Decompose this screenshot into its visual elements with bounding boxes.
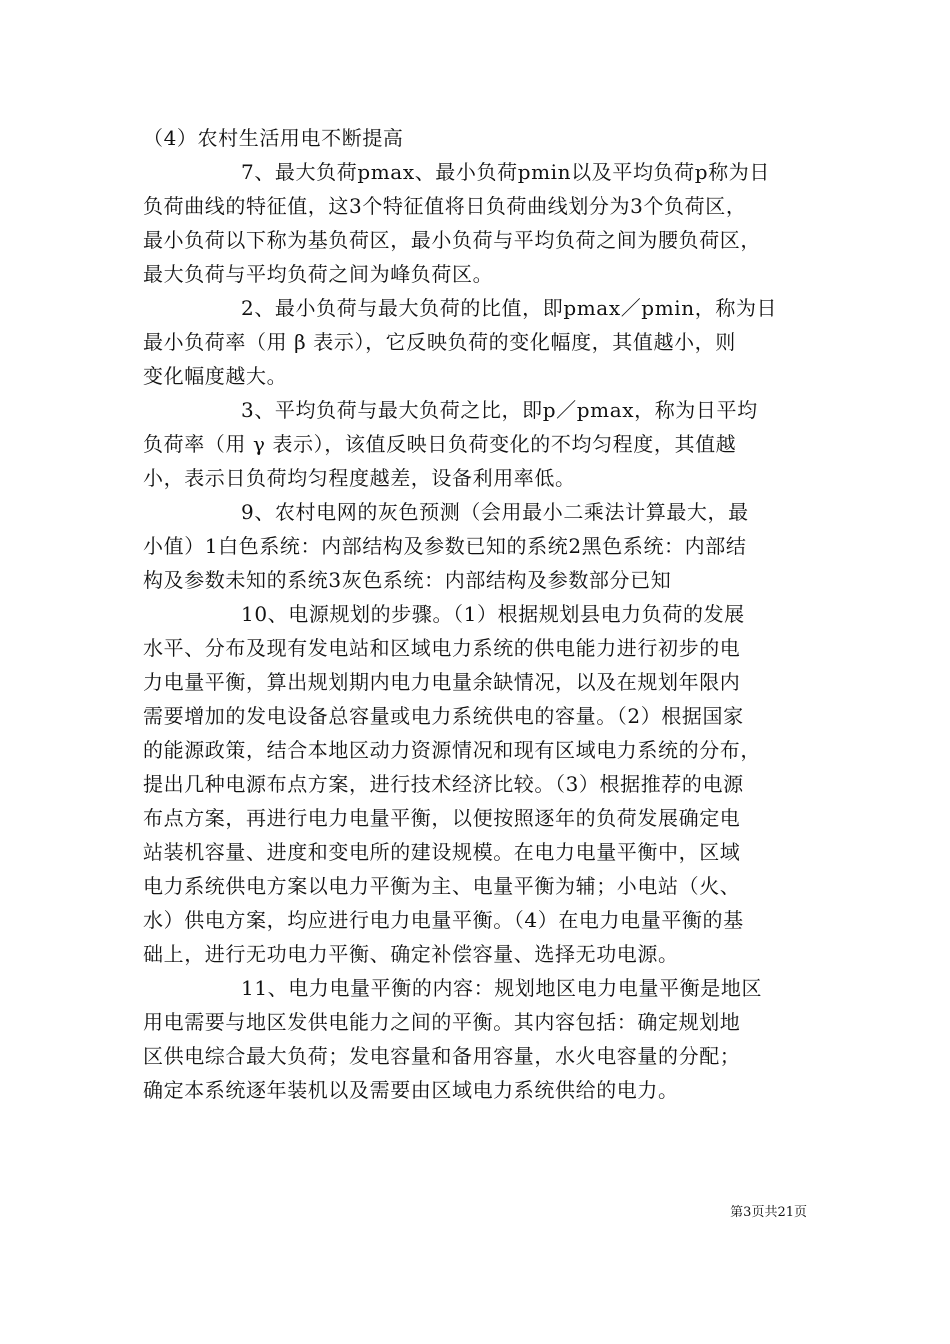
text-line: 7、最大负荷pmax、最小负荷pmin以及平均负荷p称为日 <box>241 160 770 184</box>
text-line: 2、最小负荷与最大负荷的比值，即pmax／pmin，称为日 <box>241 296 778 320</box>
text-line: 3、平均负荷与最大负荷之比，即p／pmax，称为日平均 <box>241 398 758 422</box>
text-line: 区供电综合最大负荷；发电容量和备用容量，水火电容量的分配； <box>143 1044 741 1068</box>
paragraph-grey-prediction <box>143 495 811 597</box>
text-line: 小，表示日负荷均匀程度越差，设备利用率低。 <box>143 466 576 490</box>
page-number-footer: 第3页共21页 <box>730 1205 807 1220</box>
text-line: 站装机容量、进度和变电所的建设规模。在电力电量平衡中，区域 <box>143 840 741 864</box>
paragraph-load-characteristics <box>143 155 811 291</box>
text-line: （4）农村生活用电不断提高 <box>143 126 404 150</box>
text-line: 构及参数未知的系统3灰色系统：内部结构及参数部分已知 <box>143 568 672 592</box>
paragraph-power-planning-steps <box>143 597 811 971</box>
text-line: 负荷率（用 γ 表示），该值反映日负荷变化的不均匀程度，其值越 <box>143 432 737 456</box>
text-line: 9、农村电网的灰色预测（会用最小二乘法计算最大，最 <box>241 500 749 524</box>
text-line: 小值）1白色系统：内部结构及参数已知的系统2黑色系统：内部结 <box>143 534 747 558</box>
text-line: 最大负荷与平均负荷之间为峰负荷区。 <box>143 262 494 286</box>
text-line: 需要增加的发电设备总容量或电力系统供电的容量。（2）根据国家 <box>143 704 744 728</box>
text-line: 最小负荷以下称为基负荷区，最小负荷与平均负荷之间为腰负荷区， <box>143 228 761 252</box>
text-line: 水）供电方案，均应进行电力电量平衡。（4）在电力电量平衡的基 <box>143 908 744 932</box>
text-line: 变化幅度越大。 <box>143 364 288 388</box>
text-line: 11、电力电量平衡的内容：规划地区电力电量平衡是地区 <box>241 976 763 1000</box>
paragraph-avg-load-rate <box>143 393 811 495</box>
text-line: 力电量平衡，算出规划期内电力电量余缺情况，以及在规划年限内 <box>143 670 741 694</box>
text-line: 水平、分布及现有发电站和区域电力系统的供电能力进行初步的电 <box>143 636 741 660</box>
paragraph-min-load-rate <box>143 291 811 393</box>
text-line: 电力系统供电方案以电力平衡为主、电量平衡为辅；小电站（火、 <box>143 874 741 898</box>
paragraph-power-balance-content <box>143 971 811 1107</box>
text-line: 负荷曲线的特征值，这3个特征值将日负荷曲线划分为3个负荷区， <box>143 194 747 218</box>
text-line: 确定本系统逐年装机以及需要由区域电力系统供给的电力。 <box>143 1078 679 1102</box>
document-body <box>143 121 811 1107</box>
text-line: 10、电源规划的步骤。（1）根据规划县电力负荷的发展 <box>241 602 745 626</box>
text-line: 提出几种电源布点方案，进行技术经济比较。（3）根据推荐的电源 <box>143 772 744 796</box>
paragraph-rural-consumption <box>143 121 811 155</box>
text-line: 最小负荷率（用 β 表示），它反映负荷的变化幅度，其值越小，则 <box>143 330 736 354</box>
text-line: 布点方案，再进行电力电量平衡，以便按照逐年的负荷发展确定电 <box>143 806 741 830</box>
text-line: 用电需要与地区发供电能力之间的平衡。其内容包括：确定规划地 <box>143 1010 741 1034</box>
text-line: 础上，进行无功电力平衡、确定补偿容量、选择无功电源。 <box>143 942 679 966</box>
text-line: 的能源政策，结合本地区动力资源情况和现有区域电力系统的分布， <box>143 738 761 762</box>
